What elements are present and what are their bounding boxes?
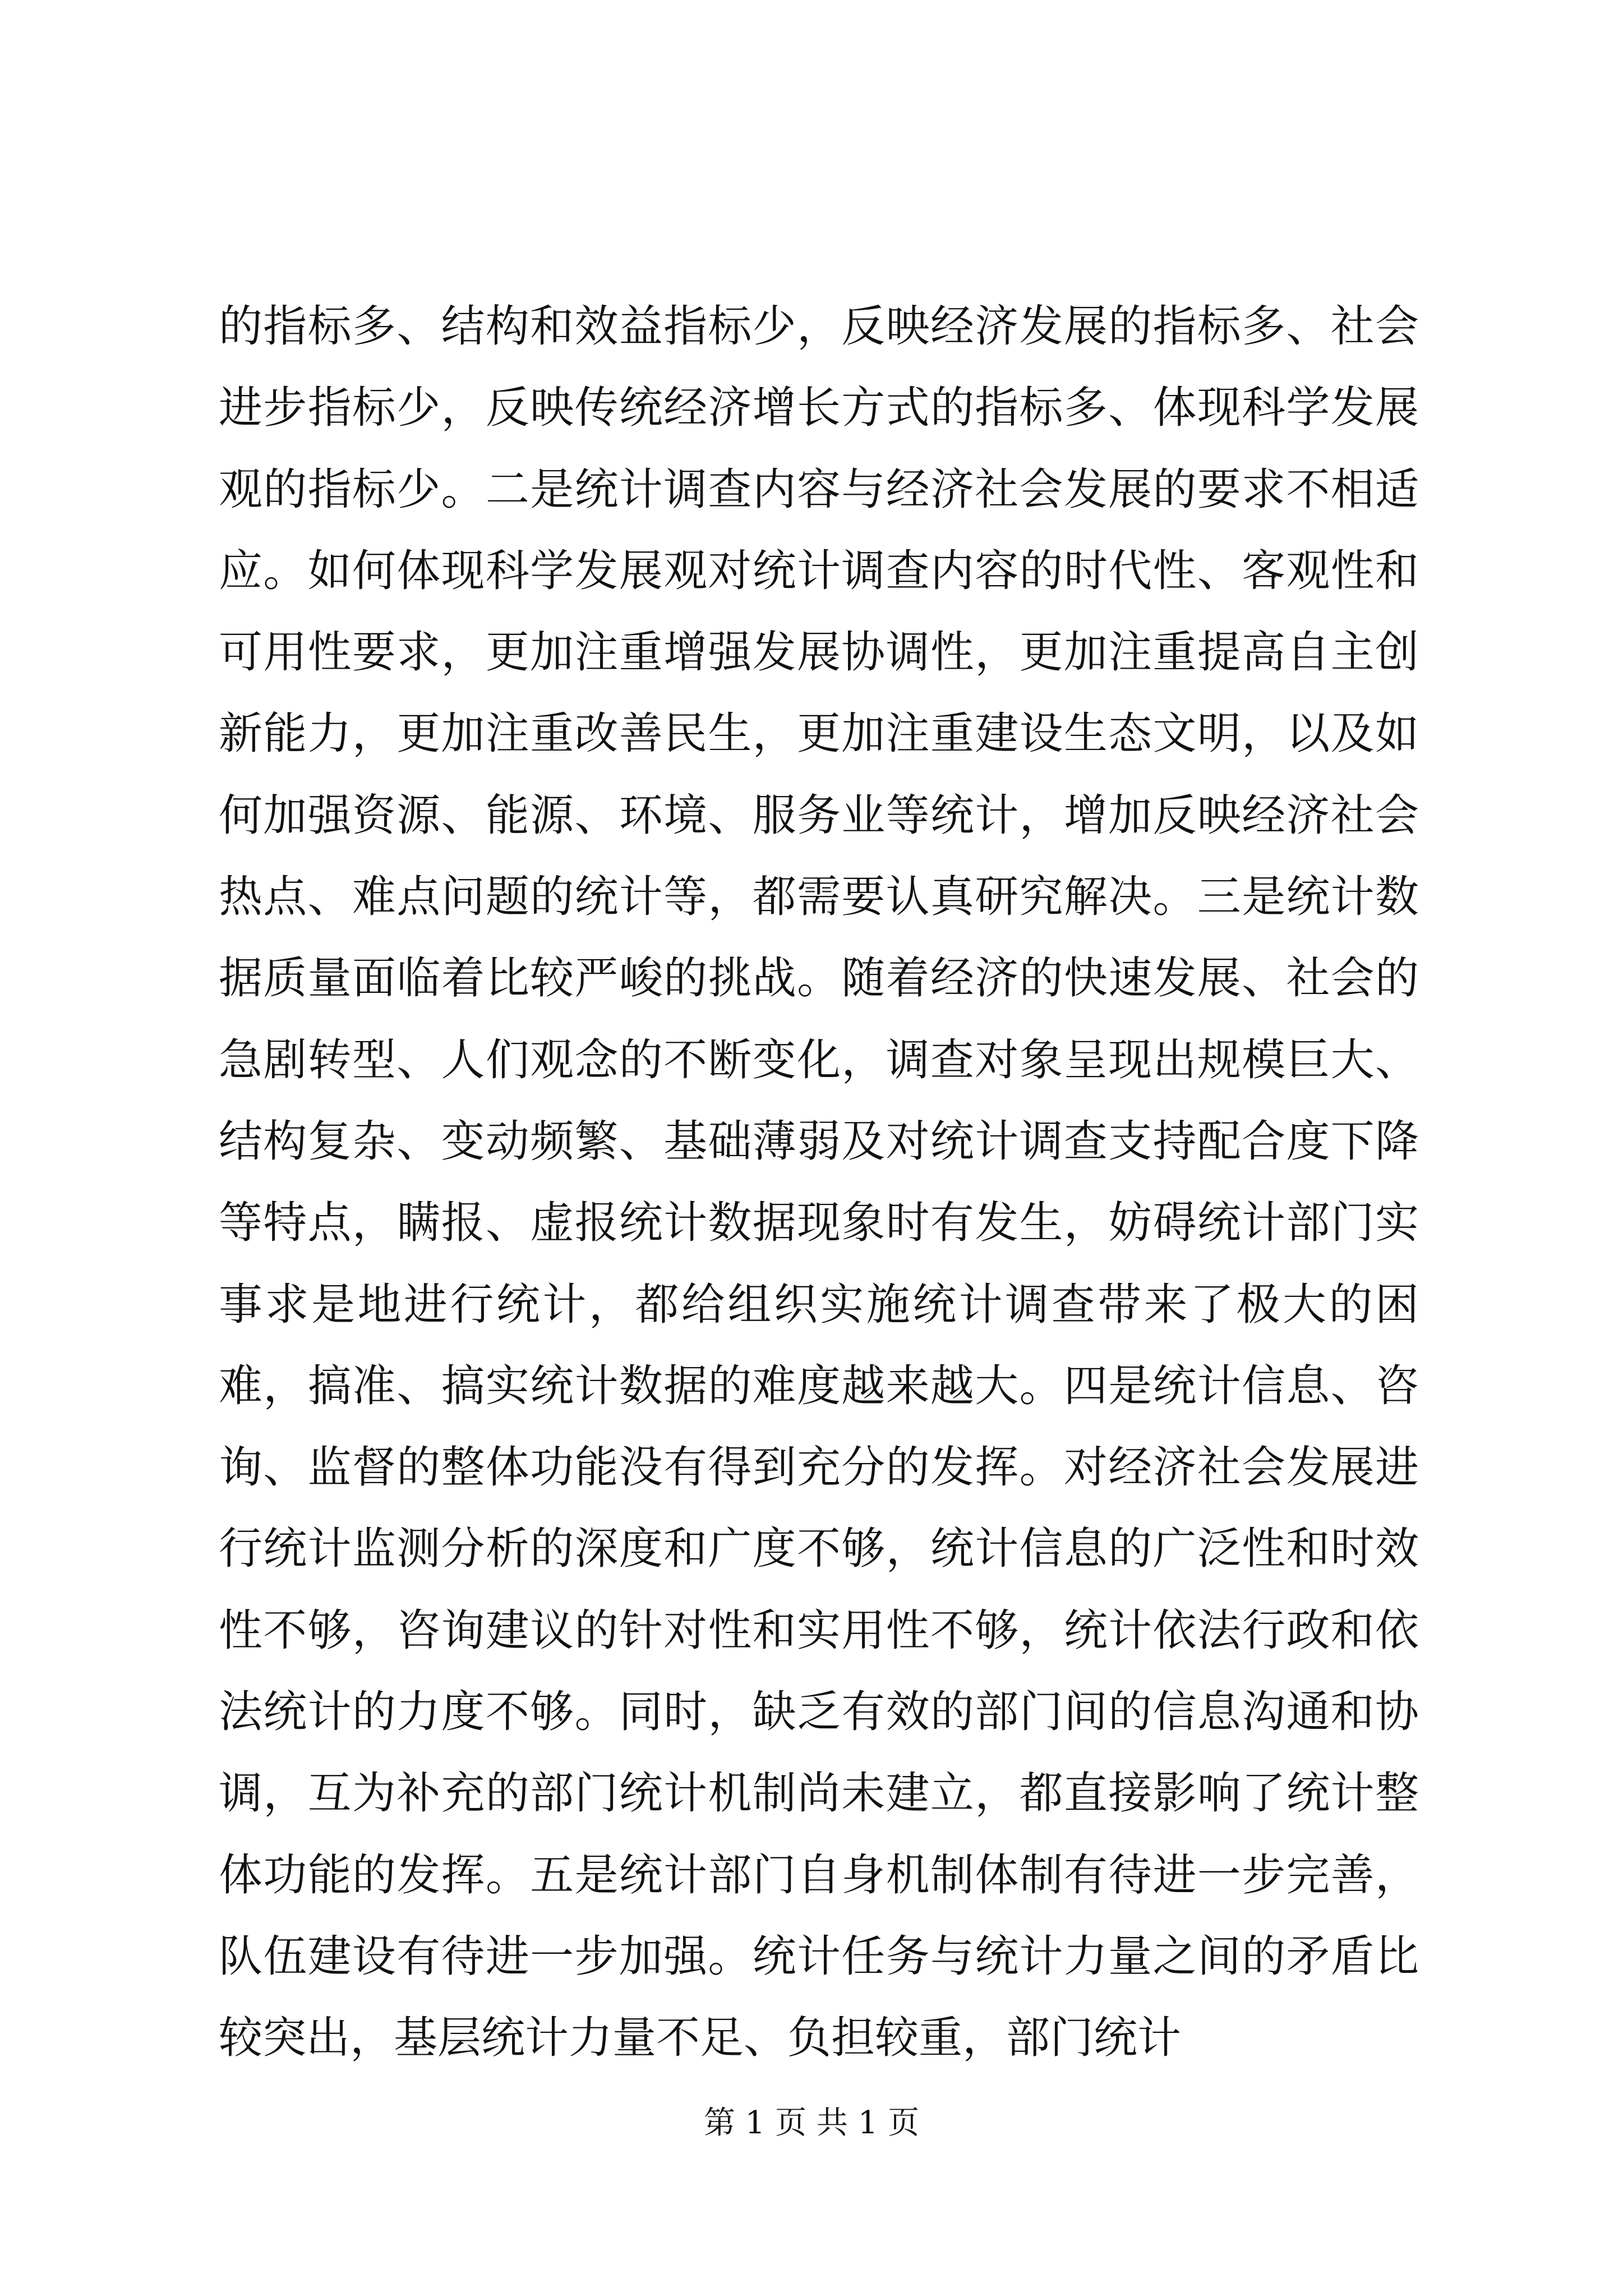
page-footer: 第 1 页 共 1 页 bbox=[703, 2105, 920, 2141]
body-paragraph: 的指标多、结构和效益指标少，反映经济发展的指标多、社会进步指标少，反映传统经济增长方式的指标多、体现科学发展观的指标少。二是统计调查内容与经济社会发展的要求不相适应。如何体现科学发展观对统计调查内容的时代性、客观性和可用性要求，更加注重增强发展协调性，更加注重提高自主创新能力，更加注重改善民生，更加注重建设生态文明，以及如何加强资源、能源、环境、服务业等统计，增加反映经济社会热点、难点问题的统计等，都需要认真研究解决。三是统计数据质量面临着比较严峻的挑战。随着经济的快速发展、社会的急剧转型、人们观念的不断变化，调查对象呈现出规模巨大、结构复杂、变动频繁、基础薄弱及对统计调查支持配合度下降等特点，瞒报、虚报统计数据现象时有发生，妨碍统计部门实事求是地进行统计，都给组织实施统计调查带来了极大的困难，搞准、搞实统计数据的难度越来越大。四是统计信息、咨询、监督的整体功能没有得到充分的发挥。对经济社会发展进行统计监测分析的深度和广度不够，统计信息的广泛性和时效性不够，咨询建议的针对性和实用性不够，统计依法行政和依法统计的力度不够。同时，缺乏有效的部门间的信息沟通和协调，互为补充的部门统计机制尚未建立，都直接影响了统计整体功能的发挥。五是统计部门自身机制体制有待进一步完善，队伍建设有待进一步加强。统计任务与统计力量之间的矛盾比较突出，基层统计力量不足、负担较重，部门统计 bbox=[219, 301, 1419, 2064]
